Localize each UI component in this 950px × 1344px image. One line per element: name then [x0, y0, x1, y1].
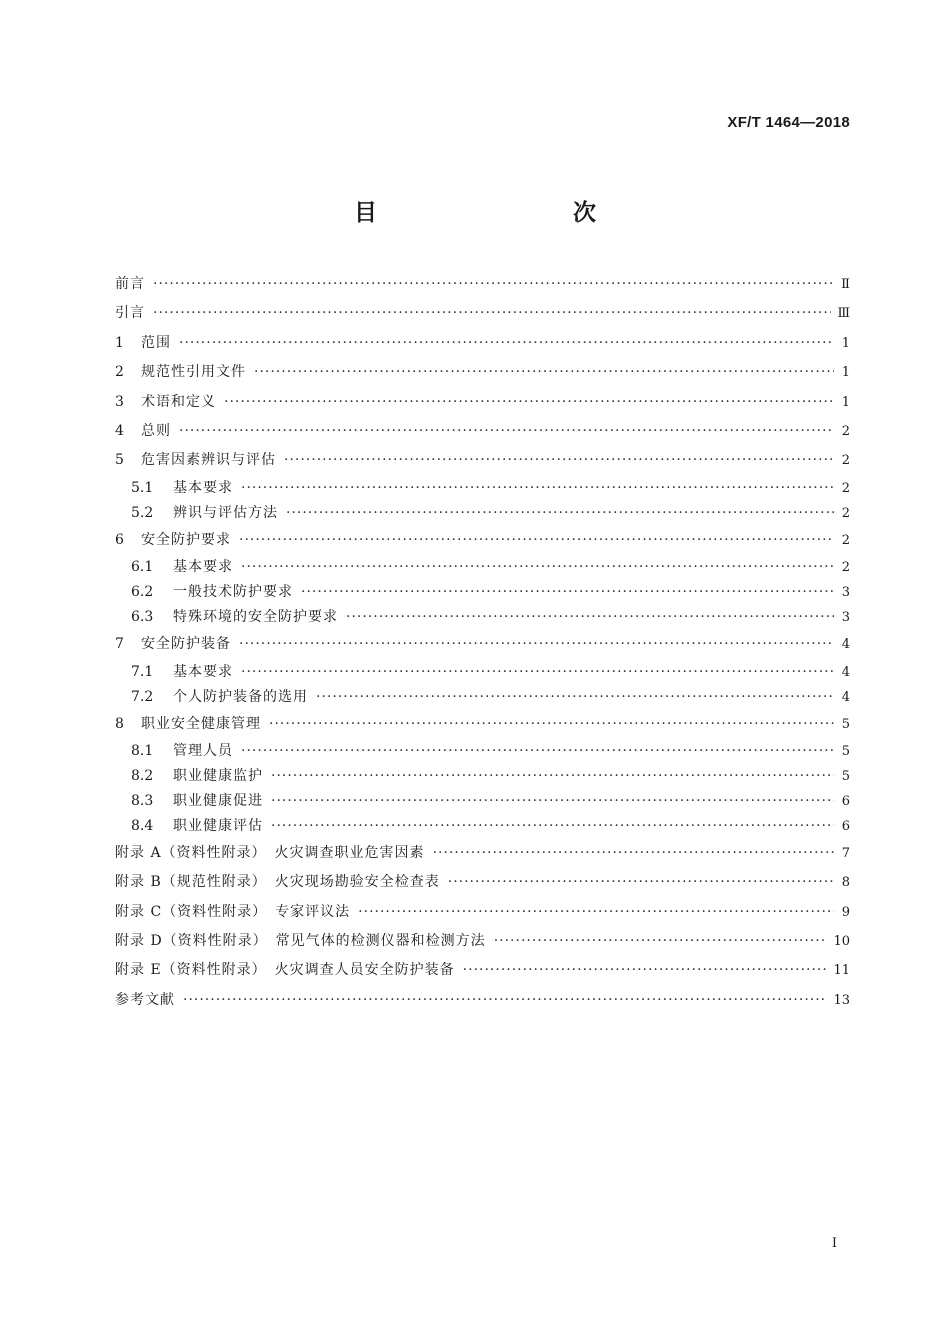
toc-entry-label: 附录 A（资料性附录） 火灾调查职业危害因素 [115, 844, 425, 861]
toc-entry-page: 2 [841, 480, 850, 496]
dot-leader [241, 660, 834, 685]
toc-entry-page: 3 [841, 610, 850, 626]
toc-entry-page: 13 [833, 992, 850, 1008]
dot-leader [239, 630, 834, 659]
toc-entry-number: 8.3 [131, 792, 154, 809]
toc-entry-label: 术语和定义 [141, 393, 216, 410]
toc-entry-number: 7.2 [131, 688, 154, 705]
dot-leader [269, 710, 834, 739]
toc-entry-label: 规范性引用文件 [141, 364, 246, 381]
toc-entry-label: 安全防护装备 [141, 636, 231, 653]
toc-entry-5[interactable] [115, 446, 850, 475]
toc-entry-label: 职业安全健康管理 [141, 715, 261, 732]
dot-leader [433, 839, 834, 868]
toc-entry-introduction[interactable] [115, 299, 850, 328]
dot-leader [241, 555, 834, 580]
dot-leader [183, 986, 827, 1015]
toc-entry-number: 4 [115, 422, 124, 439]
toc-entry-number: 5.1 [131, 479, 154, 496]
toc-entry-label: 基本要求 [173, 559, 233, 576]
toc-entry-label: 管理人员 [173, 742, 233, 759]
toc-entry-page: 10 [833, 934, 850, 950]
toc-entry-bibliography[interactable] [115, 986, 850, 1015]
toc-entry-number: 5 [115, 452, 124, 469]
toc-entry-label: 一般技术防护要求 [173, 584, 293, 601]
toc-entry-appendix-a[interactable] [115, 839, 850, 868]
toc-entry-number: 6.1 [131, 559, 154, 576]
dot-leader [179, 417, 834, 446]
page-title: 目 次 [354, 200, 646, 226]
toc-entry-5-2[interactable] [115, 501, 850, 526]
toc-entry-label: 个人防护装备的选用 [173, 688, 308, 705]
toc-entry-5-1[interactable] [115, 476, 850, 501]
toc-entry-7[interactable] [115, 630, 850, 659]
toc-entry-page: 8 [841, 875, 850, 891]
toc-entry-label: 引言 [115, 305, 145, 322]
toc-entry-8-2[interactable] [115, 764, 850, 789]
dot-leader [286, 501, 834, 526]
toc-entry-appendix-d[interactable] [115, 927, 850, 956]
toc-entry-label: 前言 [115, 276, 145, 292]
dot-leader [271, 764, 834, 789]
dot-leader [241, 739, 834, 764]
toc-entry-page: 1 [841, 365, 850, 381]
toc-entry-label: 附录 C（资料性附录） 专家评议法 [115, 903, 351, 920]
dot-leader [284, 446, 834, 475]
toc-entry-8-4[interactable] [115, 814, 850, 839]
toc-entry-number: 8.2 [131, 767, 154, 784]
toc-entry-page: 2 [841, 423, 850, 439]
toc-entry-label: 参考文献 [115, 991, 175, 1008]
dot-leader [239, 526, 834, 555]
toc-entry-6[interactable] [115, 526, 850, 555]
toc-entry-number: 1 [115, 334, 124, 351]
dot-leader [448, 868, 834, 897]
dot-leader [271, 814, 834, 839]
toc-entry-number: 2 [115, 364, 124, 381]
toc-entry-label: 附录 E（资料性附录） 火灾调查人员安全防护装备 [115, 962, 455, 979]
dot-leader [346, 605, 834, 630]
toc-entry-page: 5 [841, 716, 850, 732]
toc-entry-8-3[interactable] [115, 789, 850, 814]
toc-entry-8[interactable] [115, 710, 850, 739]
toc-entry-7-2[interactable] [115, 685, 850, 710]
toc-entry-page: 3 [841, 585, 850, 601]
toc-entry-7-1[interactable] [115, 660, 850, 685]
toc-entry-number: 7.1 [131, 663, 154, 680]
toc-entry-page: 11 [833, 963, 850, 979]
toc-entry-number: 6.2 [131, 584, 154, 601]
toc-entry-label: 职业健康监护 [173, 767, 263, 784]
toc-entry-page: 1 [841, 394, 850, 410]
dot-leader [153, 270, 834, 299]
toc-entry-page: 6 [841, 793, 850, 809]
toc-entry-page: 1 [841, 335, 850, 351]
dot-leader [494, 927, 828, 956]
toc-entry-label: 安全防护要求 [141, 531, 231, 548]
toc-entry-page: Ⅱ [841, 277, 850, 292]
toc-entry-page: 5 [841, 768, 850, 784]
toc-entry-page: 2 [841, 505, 850, 521]
toc-entry-label: 总则 [141, 422, 171, 439]
toc-entry-appendix-c[interactable] [115, 898, 850, 927]
toc-entry-number: 8.4 [131, 817, 154, 834]
toc-entry-page: 2 [841, 453, 850, 469]
toc-entry-page: 4 [841, 689, 850, 705]
dot-leader [358, 898, 834, 927]
toc-entry-1[interactable] [115, 329, 850, 358]
toc-entry-2[interactable] [115, 358, 850, 387]
dot-leader [271, 789, 834, 814]
toc-entry-label: 职业健康促进 [173, 792, 263, 809]
toc-entry-6-3[interactable] [115, 605, 850, 630]
dot-leader [254, 358, 834, 387]
toc-entry-label: 基本要求 [173, 663, 233, 680]
toc-entry-page: 4 [841, 664, 850, 680]
standard-code: XF/T 1464—2018 [727, 114, 850, 131]
toc-entry-label: 附录 D（资料性附录） 常见气体的检测仪器和检测方法 [115, 933, 486, 950]
dot-leader [153, 299, 831, 328]
toc-entry-number: 6.3 [131, 609, 154, 626]
toc-entry-number: 3 [115, 393, 124, 410]
dot-leader [179, 329, 834, 358]
toc-entry-label: 附录 B（规范性附录） 火灾现场勘验安全检查表 [115, 874, 440, 891]
toc-entry-page: 6 [841, 818, 850, 834]
footer-page-number: Ⅰ [831, 1236, 837, 1251]
toc-entry-label: 辨识与评估方法 [173, 504, 278, 521]
toc-entry-number: 7 [115, 636, 124, 653]
toc-entry-number: 6 [115, 531, 124, 548]
toc-entry-page: 9 [841, 904, 850, 920]
toc-entry-foreword[interactable] [115, 270, 850, 299]
toc-entry-number: 5.2 [131, 504, 154, 521]
toc-entry-8-1[interactable] [115, 739, 850, 764]
dot-leader [224, 388, 834, 417]
toc-entry-label: 范围 [141, 334, 171, 351]
toc-entry-page: 4 [841, 637, 850, 653]
toc-entry-6-2[interactable] [115, 580, 850, 605]
dot-leader [463, 956, 828, 985]
toc-entry-6-1[interactable] [115, 555, 850, 580]
toc-entry-label: 特殊环境的安全防护要求 [173, 609, 338, 626]
toc-entry-appendix-b[interactable] [115, 868, 850, 897]
toc-entry-page: 7 [841, 845, 850, 861]
toc-entry-page: 5 [841, 743, 850, 759]
toc-entry-page: Ⅲ [837, 306, 850, 322]
table-of-contents [115, 270, 850, 1015]
toc-entry-number: 8.1 [131, 742, 154, 759]
toc-entry-page: 2 [841, 560, 850, 576]
dot-leader [316, 685, 834, 710]
dot-leader [301, 580, 834, 605]
toc-entry-page: 2 [841, 532, 850, 548]
toc-entry-3[interactable] [115, 388, 850, 417]
toc-entry-number: 8 [115, 715, 124, 732]
toc-entry-appendix-e[interactable] [115, 956, 850, 985]
dot-leader [241, 476, 834, 501]
toc-entry-label: 职业健康评估 [173, 817, 263, 834]
toc-entry-label: 危害因素辨识与评估 [141, 452, 276, 469]
toc-entry-4[interactable] [115, 417, 850, 446]
toc-entry-label: 基本要求 [173, 479, 233, 496]
